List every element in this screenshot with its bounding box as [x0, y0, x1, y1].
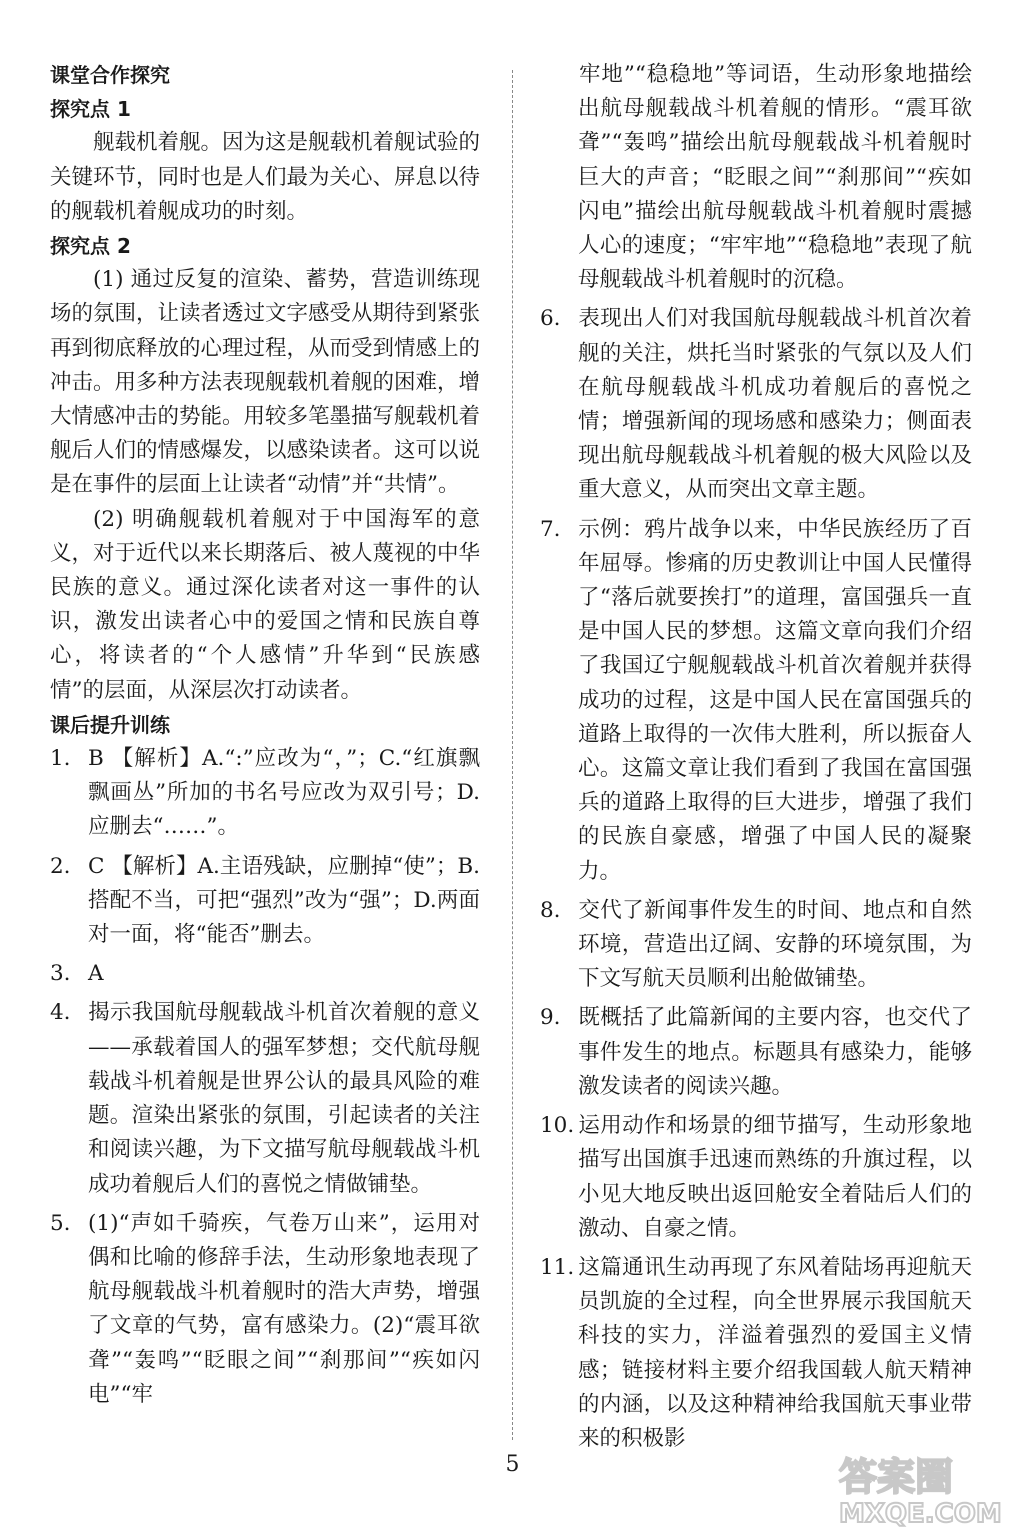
answer-number: 9. [540, 1005, 561, 1031]
answer-item [50, 957, 480, 991]
answer-item [540, 513, 972, 889]
point2-paragraph-2: (2) 明确舰载机着舰对于中国海军的意义，对于近代以来长期落后、被人蔑视的中华民族的意义。通过深化读者对这一事件的认识，激发出读者心中的爱国之情和民族自尊心，将读者的“个人感情”升华到“民族感情”的层面，从深层次打动读者。 [50, 506, 481, 703]
answer-item [50, 1207, 480, 1412]
page-number: 5 [505, 1452, 520, 1477]
continuation-text: 牢地”“稳稳地”等词语，生动形象地描绘出航母舰载战斗机着舰的情形。“震耳欲聋”“轰鸣”描绘出航母舰载战斗机着舰时巨大的声音；“眨眼之间”“刹那间”“疾如闪电”描绘出航母舰载战斗机着舰时震撼人心的速度；“牢牢地”“稳稳地”表现了航母舰载战斗机着舰时的沉稳。 [578, 62, 972, 293]
answer-text: C 【解析】A.主语残缺，应删掉“使”；B.搭配不当，可把“强烈”改为“强”；D.两面对一面，将“能否”删去。 [88, 853, 480, 948]
answer-text: 既概括了此篇新闻的主要内容，也交代了事件发生的地点。标题具有感染力，能够激发读者的阅读兴趣。 [578, 1005, 972, 1099]
point2-title: 探究点 2 [50, 234, 131, 259]
answer-text: (1)“声如千骑疾，气卷万山来”，运用对偶和比喻的修辞手法，生动形象地表现了航母舰载战斗机着舰时的浩大声势，增强了文章的气势，富有感染力。(2)“震耳欲聋”“轰鸣”“眨眼之间”“刹那间”“疾如闪电”“牢 [88, 1210, 480, 1407]
answer-number: 6. [540, 306, 561, 332]
left-column [50, 58, 480, 1417]
watermark-url: MXQE.COM [839, 1499, 1002, 1528]
answer-item [50, 850, 480, 953]
answer-number: 3. [50, 961, 71, 987]
answer-number: 5. [50, 1210, 71, 1236]
answer-number: 10. [540, 1113, 575, 1139]
answer-item [540, 1001, 972, 1104]
answer-number: 1. [50, 746, 71, 772]
right-column [540, 58, 972, 1461]
answer-number: 4. [50, 1000, 71, 1026]
answer-text: 表现出人们对我国航母舰载战斗机首次着舰的关注，烘托当时紧张的气氛以及人们在航母舰载战斗机成功着舰后的喜悦之情；增强新闻的现场感和感染力；侧面表现出航母舰载战斗机着舰的极大风险以及重大意义，从而突出文章主题。 [578, 306, 972, 503]
answer-text: 这篇通讯生动再现了东风着陆场再迎航天员凯旋的全过程，向全世界展示我国航天科技的实力，洋溢着强烈的爱国主义情感；链接材料主要介绍我国载人航天精神的内涵，以及这种精神给我国航天事业带来的积极影 [578, 1254, 972, 1451]
column-divider [512, 70, 513, 1440]
answer-text: A [88, 961, 104, 987]
point1-title: 探究点 1 [50, 97, 131, 122]
answer-item [540, 1251, 972, 1456]
answer-text: 揭示我国航母舰载战斗机首次着舰的意义——承载着国人的强军梦想；交代航母舰载战斗机着舰是世界公认的最具风险的难题。渲染出紧张的氛围，引起读者的关注和阅读兴趣，为下文描写航母舰载战斗机成功着舰后人们的喜悦之情做铺垫。 [88, 1000, 480, 1197]
answer-number: 2. [50, 853, 71, 879]
answer-continuation [540, 58, 972, 297]
answer-item [540, 894, 972, 997]
answer-text: 交代了新闻事件发生的时间、地点和自然环境，营造出辽阔、安静的环境氛围，为下文写航天员顺利出舱做铺垫。 [578, 897, 972, 992]
answer-number: 7. [540, 516, 561, 542]
answer-number: 11. [540, 1254, 575, 1280]
answer-item [50, 996, 480, 1201]
answer-text: B 【解析】A.“:”应改为“，”；C.“红旗飘飘画丛”所加的书名号应改为双引号；D.应删去“……”。 [88, 746, 480, 840]
point1-text: 舰载机着舰。因为这是舰载机着舰试验的关键环节，同时也是人们最为关心、屏息以待的舰载机着舰成功的时刻。 [50, 130, 481, 224]
answer-item [540, 302, 972, 507]
answer-number: 8. [540, 897, 561, 923]
point2-paragraph-1: (1) 通过反复的渲染、蓄势，营造训练现场的氛围，让读者透过文字感受从期待到紧张再到彻底释放的心理过程，从而受到情感上的冲击。用多种方法表现舰载机着舰的困难，增大情感冲击的势能。用较多笔墨描写舰载机着舰后人们的情感爆发，以感染读者。这可以说是在事件的层面上让读者“动情”并“共情”。 [50, 267, 481, 498]
watermark-logo [831, 1448, 1011, 1528]
answer-item [540, 1109, 972, 1246]
answer-text: 运用动作和场景的细节描写，生动形象地描写出国旗手迅速而熟练的升旗过程，以小见大地反映出返回舱安全着陆后人们的激动、自豪之情。 [578, 1113, 972, 1241]
answer-item [50, 742, 480, 845]
section-title-practice: 课后提升训练 [50, 712, 170, 737]
section-title-classroom: 课堂合作探究 [50, 63, 170, 87]
watermark-title: 答案圈 [839, 1455, 954, 1499]
answer-text: 示例：鸦片战争以来，中华民族经历了百年屈辱。惨痛的历史教训让中国人民懂得了“落后就要挨打”的道理，富国强兵一直是中国人民的梦想。这篇文章向我们介绍了我国辽宁舰舰载战斗机首次着舰并获得成功的过程，这是中国人民在富国强兵的道路上取得的一次伟大胜利，所以振奋人心。这篇文章让我们看到了我国在富国强兵的道路上取得的巨大进步，增强了我们的民族自豪感，增强了中国人民的凝聚力。 [578, 516, 972, 884]
